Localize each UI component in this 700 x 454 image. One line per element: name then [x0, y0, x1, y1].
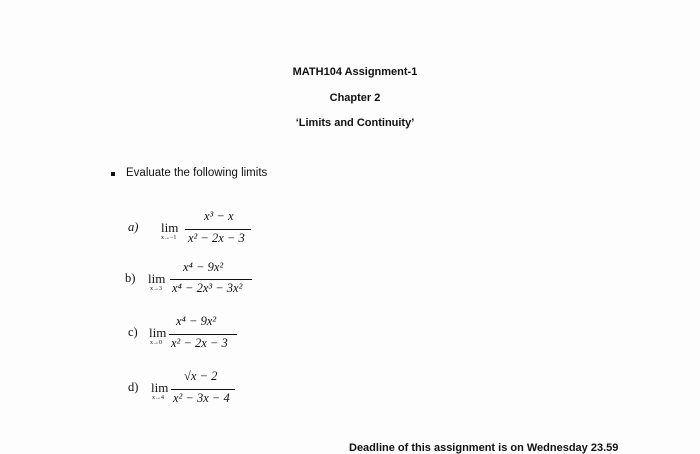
numerator: x⁴ − 9x²: [183, 260, 224, 274]
problem-label: a): [128, 220, 139, 234]
limit-operator: lim: [148, 271, 166, 286]
chapter-subtitle: ‘Limits and Continuity’: [295, 117, 415, 129]
denominator: x² − 3x − 4: [173, 391, 230, 405]
limit-subscript: x→3: [150, 286, 162, 292]
deadline-note: Deadline of this assignment is on Wednesday 23.59: [349, 442, 619, 454]
problem-label: c): [128, 325, 138, 339]
denominator: x² − 2x − 3: [171, 336, 228, 350]
numerator: x⁴ − 9x²: [176, 314, 217, 328]
fraction-bar: [185, 229, 251, 230]
bullet-icon: [111, 172, 115, 176]
numerator: √x − 2: [184, 369, 218, 383]
limit-subscript: x→0: [150, 340, 162, 346]
limit-operator: lim: [161, 220, 179, 235]
numerator: x³ − x: [204, 209, 234, 223]
denominator: x² − 2x − 3: [188, 231, 245, 245]
problem-label: d): [128, 380, 139, 394]
limit-subscript: x→4: [152, 395, 164, 401]
problem-label: b): [125, 271, 136, 285]
limit-subscript: x→−1: [161, 235, 177, 241]
limit-operator: lim: [149, 325, 167, 340]
assignment-title: MATH104 Assignment-1: [292, 66, 418, 78]
fraction-bar: [170, 279, 252, 280]
fraction-bar: [171, 389, 235, 390]
fraction-bar: [169, 334, 237, 335]
chapter-heading: Chapter 2: [329, 92, 381, 104]
denominator: x⁴ − 2x³ − 3x²: [172, 281, 243, 295]
limit-operator: lim: [151, 380, 169, 395]
instruction-text: Evaluate the following limits: [126, 167, 268, 179]
